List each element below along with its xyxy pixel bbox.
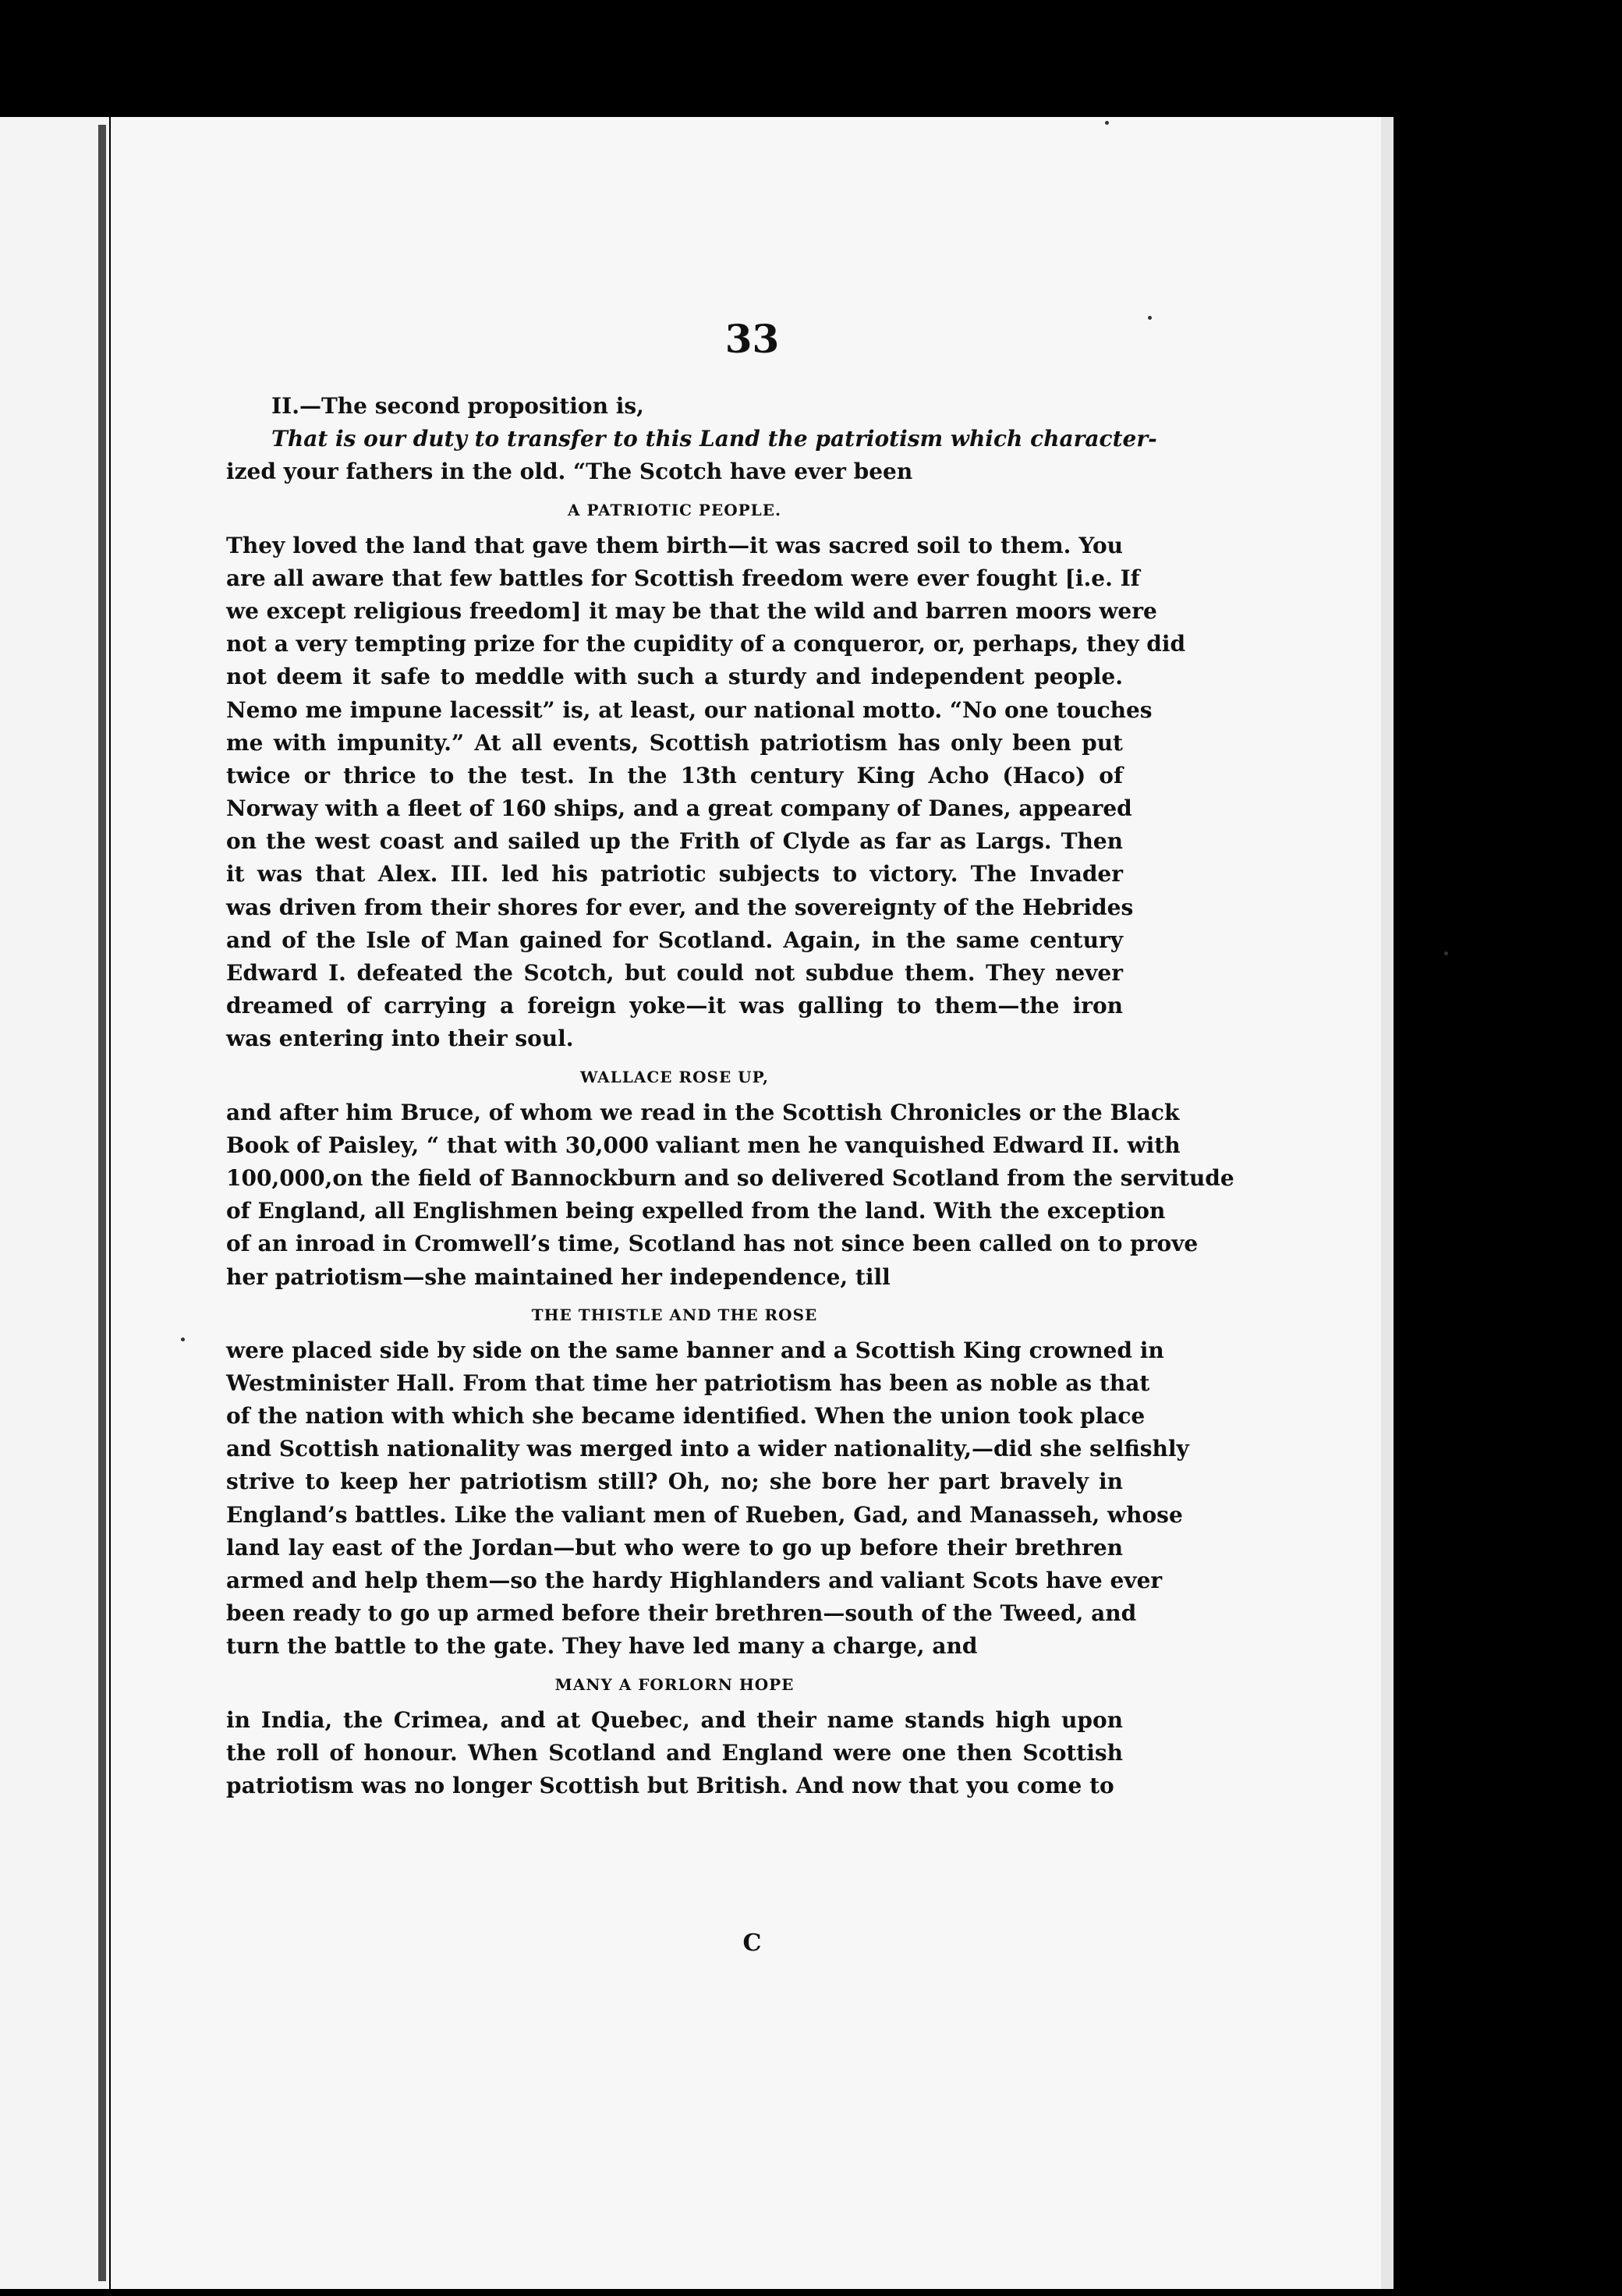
text-line: 100,000,on the field of Bannockburn and so delivered Scotland from the servitude: [226, 1164, 1234, 1191]
text-line: Nemo me impune lacessit” is, at least, our national motto. “No one touches: [226, 696, 1153, 723]
text-line: was entering into their soul.: [226, 1026, 574, 1052]
paper-speck: [1444, 951, 1448, 955]
text-line: her patriotism—she maintained her independence, till: [226, 1263, 891, 1290]
text-line: Book of Paisley, “ that with 30,000 valiant men he vanquished Edward II. with: [226, 1132, 1181, 1158]
text-line: and after him Bruce, of whom we read in the Scottish Chronicles or the Black: [226, 1099, 1180, 1125]
text-line: Norway with a fleet of 160 ships, and a great company of Danes, appeared: [226, 795, 1132, 822]
paper-speck: [1148, 316, 1152, 320]
text-line: we except religious freedom] it may be that the wild and barren moors were: [226, 597, 1157, 624]
text-line: been ready to go up armed before their brethren—south of the Tweed, and: [226, 1600, 1137, 1627]
page-body: [226, 390, 1234, 1802]
text-line: strive to keep her patriotism still? Oh, no; she bore her part bravely in: [226, 1469, 1123, 1495]
text-line: They loved the land that gave them birth—it was sacred soil to them. You: [226, 532, 1123, 558]
section-heading: THE THISTLE AND THE ROSE: [531, 1305, 818, 1324]
text-line: dreamed of carrying a foreign yoke—it was galling to them—the iron: [226, 993, 1123, 1019]
text-line: and Scottish nationality was merged into a wider nationality,—did she selfishly: [226, 1436, 1189, 1462]
proposition-intro: [226, 390, 1157, 489]
text-line: That is our duty to transfer to this Land the patriotism which character-: [271, 426, 1157, 452]
text-line: of the nation with which she became identified. When the union took place: [226, 1403, 1146, 1430]
facing-page-edge: [0, 117, 109, 2289]
sections-container: [226, 494, 1234, 1803]
text-line: not a very tempting prize for the cupidity of a conqueror, or, perhaps, they did: [226, 631, 1186, 657]
text-line: of England, all Englishmen being expelled from the land. With the exception: [226, 1198, 1166, 1224]
text-line: of an inroad in Cromwell’s time, Scotland has not since been called on to prove: [226, 1231, 1199, 1257]
signature-mark: C: [742, 1929, 762, 1957]
section-heading: A PATRIOTIC PEOPLE.: [568, 500, 781, 519]
page-number: 33: [724, 316, 780, 362]
text-line: England’s battles. Like the valiant men of Rueben, Gad, and Manasseh, whose: [226, 1501, 1183, 1528]
text-line: were placed side by side on the same banner and a Scottish King crowned in: [226, 1337, 1164, 1363]
text-line: land lay east of the Jordan—but who were to go up before their brethren: [226, 1534, 1123, 1561]
text-line: it was that Alex. III. led his patriotic subjects to victory. The Invader: [226, 861, 1123, 888]
text-line: Edward I. defeated the Scotch, but could not subdue them. They never: [226, 960, 1123, 986]
paper-speck: [181, 1338, 185, 1341]
book-page: [111, 117, 1394, 2289]
text-line: patriotism was no longer Scottish but British. And now that you come to: [226, 1772, 1114, 1798]
text-line: armed and help them—so the hardy Highlanders and valiant Scots have ever: [226, 1568, 1163, 1593]
text-line: in India, the Crimea, and at Quebec, and their name stands high upon: [226, 1706, 1123, 1733]
text-line: the roll of honour. When Scotland and England were one then Scottish: [226, 1739, 1123, 1766]
text-line: turn the battle to the gate. They have led many a charge, and: [226, 1633, 978, 1660]
section-heading: WALLACE ROSE UP,: [579, 1067, 770, 1086]
page-edge-shadow: [1381, 117, 1394, 2289]
text-line: me with impunity.” At all events, Scottish patriotism has only been put: [226, 729, 1123, 756]
text-line: are all aware that few battles for Scottish freedom were ever fought [i.e. If: [226, 565, 1140, 591]
text-line: not deem it safe to meddle with such a sturdy and independent people.: [226, 664, 1123, 690]
text-line: and of the Isle of Man gained for Scotland. Again, in the same century: [226, 927, 1123, 953]
proposition-heading-line: II.—The second proposition is,: [271, 393, 644, 419]
section-heading: MANY A FORLORN HOPE: [554, 1674, 795, 1694]
text-line: ized your fathers in the old. “The Scotch have ever been: [226, 459, 913, 485]
book-gutter: [98, 125, 106, 2281]
text-line: Westminister Hall. From that time her patriotism has been as noble as that: [226, 1369, 1150, 1396]
paper-speck: [1105, 121, 1109, 125]
text-line: was driven from their shores for ever, and the sovereignty of the Hebrides: [226, 894, 1134, 920]
text-line: twice or thrice to the test. In the 13th century King Acho (Haco) of: [226, 762, 1123, 788]
text-line: on the west coast and sailed up the Frith of Clyde as far as Largs. Then: [226, 828, 1123, 855]
